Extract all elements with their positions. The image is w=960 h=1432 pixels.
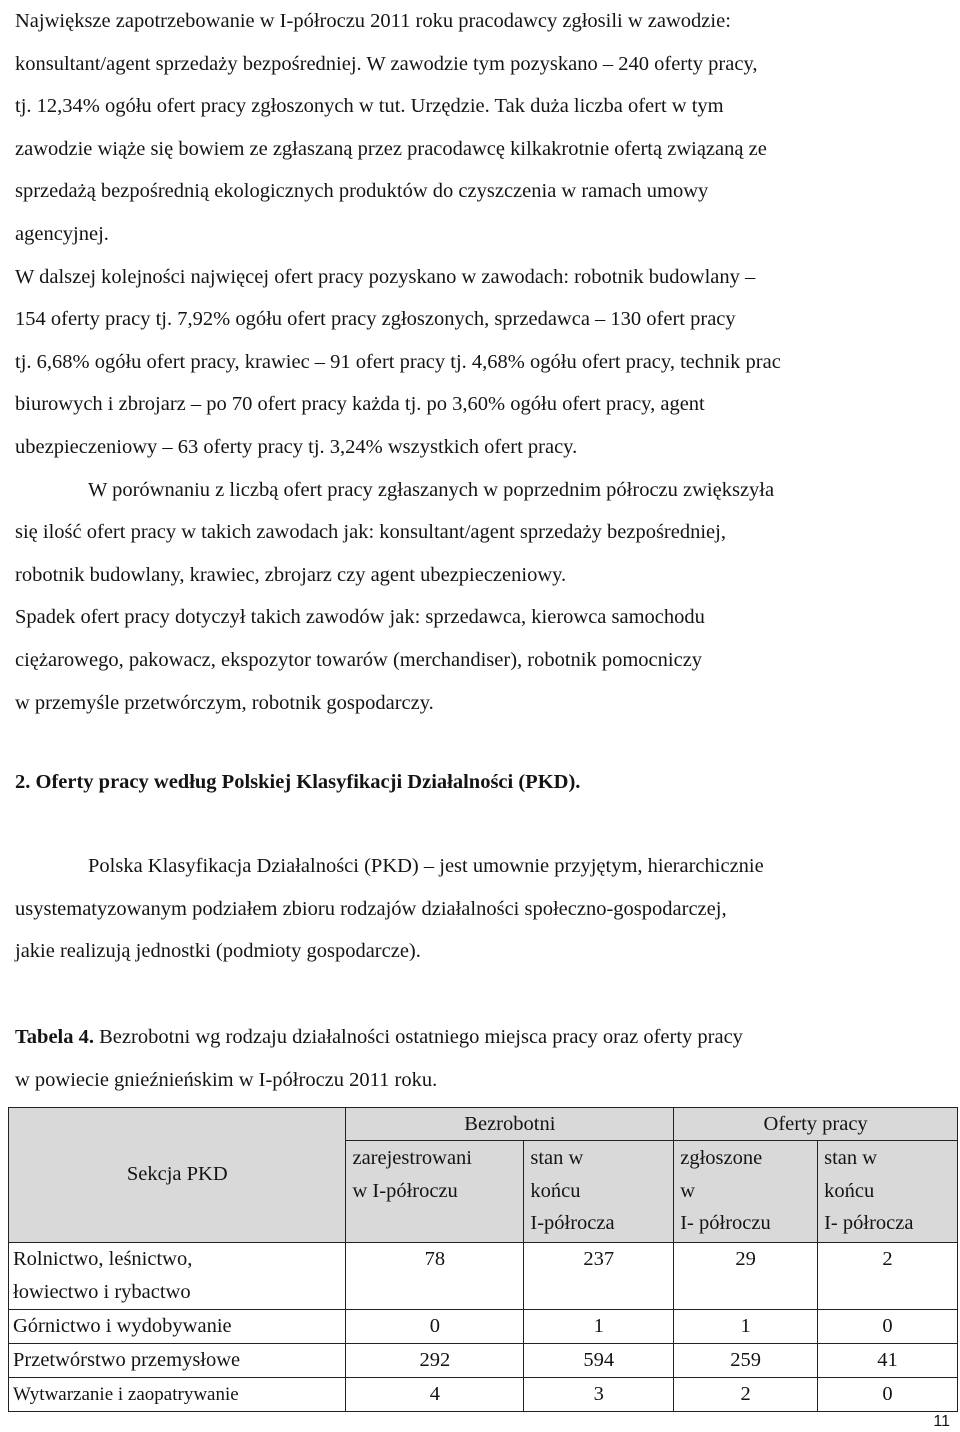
- text-line: Spadek ofert pracy dotyczył takich zawodów jak: sprzedawca, kierowca samochodu: [15, 606, 705, 629]
- paragraph-pkd-definition: [15, 845, 952, 973]
- header-text: I- półrocza: [824, 1212, 914, 1234]
- header-zarejestrowani: [346, 1141, 524, 1243]
- table-row: [9, 1343, 958, 1377]
- row-label-text: Rolnictwo, leśnictwo,: [13, 1247, 193, 1270]
- header-text: końcu: [824, 1179, 875, 1202]
- header-text: I-półrocza: [530, 1212, 615, 1234]
- paragraph-further-occupations: [15, 256, 952, 469]
- text-line: 154 oferty pracy tj. 7,92% ogółu ofert pracy zgłoszonych, sprzedawca – 130 ofert pracy: [15, 308, 736, 331]
- text-line: biurowych i zbrojarz – po 70 ofert pracy każda tj. po 3,60% ogółu ofert pracy, agent: [15, 393, 705, 416]
- table-caption-text: Bezrobotni wg rodzaju działalności ostatniego miejsca pracy oraz oferty pracy: [94, 1026, 743, 1048]
- cell-value: 237: [524, 1242, 674, 1309]
- cell-value: 594: [524, 1343, 674, 1377]
- page-number: 11: [933, 1413, 950, 1430]
- cell-value: 292: [346, 1343, 524, 1377]
- cell-value: 41: [818, 1343, 958, 1377]
- paragraph-decline: [15, 596, 952, 724]
- text-line: ciężarowego, pakowacz, ekspozytor towarów (merchandiser), robotnik pomocniczy: [15, 648, 703, 671]
- cell-value: 259: [674, 1343, 818, 1377]
- table-caption-label: Tabela 4.: [15, 1026, 94, 1048]
- cell-value: 1: [524, 1309, 674, 1343]
- cell-value: 3: [524, 1377, 674, 1411]
- document-body: [15, 0, 952, 724]
- cell-value: 0: [818, 1309, 958, 1343]
- cell-value: 1: [674, 1309, 818, 1343]
- text-line: się ilość ofert pracy w takich zawodach jak: konsultant/agent sprzedaży bezpośredniej,: [15, 521, 726, 544]
- text-line: jakie realizują jednostki (podmioty gospodarcze).: [15, 940, 421, 963]
- cell-value: 4: [346, 1377, 524, 1411]
- text-line: W dalszej kolejności najwięcej ofert pracy pozyskano w zawodach: robotnik budowlany –: [15, 265, 756, 288]
- text-line: zawodzie wiąże się bowiem ze zgłaszaną przez pracodawcę kilkakrotnie ofertą związaną ze: [15, 137, 767, 160]
- paragraph-comparison: [15, 469, 952, 597]
- cell-value: 0: [818, 1377, 958, 1411]
- table-row: [9, 1309, 958, 1343]
- header-group-bezrobotni: Bezrobotni: [346, 1108, 674, 1141]
- row-label-text: łowiectwo i rybactwo: [13, 1280, 191, 1303]
- header-text: I- półroczu: [680, 1212, 771, 1234]
- header-text: w: [680, 1179, 696, 1202]
- pkd-table: [8, 1107, 958, 1412]
- text-line: tj. 6,68% ogółu ofert pracy, krawiec – 91 ofert pracy tj. 4,68% ogółu ofert pracy, technik prac: [15, 350, 781, 373]
- header-text: zgłoszone: [680, 1147, 763, 1169]
- text-line: agencyjnej.: [15, 222, 109, 245]
- cell-value: 2: [674, 1377, 818, 1411]
- cell-value: 29: [674, 1242, 818, 1309]
- cell-value: 0: [346, 1309, 524, 1343]
- header-sekcja-pkd: Sekcja PKD: [9, 1108, 346, 1243]
- text-line: w przemyśle przetwórczym, robotnik gospodarczy.: [15, 691, 434, 714]
- header-zgloszone: [674, 1141, 818, 1243]
- section-heading: 2. Oferty pracy według Polskiej Klasyfikacji Działalności (PKD).: [15, 771, 581, 793]
- table-caption-text: w powiecie gnieźnieńskim w I-półroczu 2011 roku.: [15, 1068, 438, 1091]
- header-text: stan w: [530, 1147, 584, 1169]
- row-label: Przetwórstwo przemysłowe: [9, 1343, 346, 1377]
- text-line: tj. 12,34% ogółu ofert pracy zgłoszonych w tut. Urzędzie. Tak duża liczba ofert w tym: [15, 95, 724, 118]
- text-line: ubezpieczeniowy – 63 oferty pracy tj. 3,24% wszystkich ofert pracy.: [15, 435, 578, 458]
- cell-value: 2: [818, 1242, 958, 1309]
- header-stan-bezrobotni: [524, 1141, 674, 1243]
- row-label: Górnictwo i wydobywanie: [9, 1309, 346, 1343]
- header-group-oferty: Oferty pracy: [674, 1108, 958, 1141]
- text-line: usystematyzowanym podziałem zbioru rodzajów działalności społeczno-gospodarczej,: [15, 897, 727, 920]
- header-text: stan w: [824, 1147, 878, 1169]
- text-line: Polska Klasyfikacja Działalności (PKD) – jest umownie przyjętym, hierarchicznie: [88, 855, 764, 877]
- table-row: [9, 1377, 958, 1411]
- row-label: Wytwarzanie i zaopatrywanie: [9, 1377, 346, 1411]
- header-text: zarejestrowani: [352, 1147, 473, 1169]
- header-stan-oferty: [818, 1141, 958, 1243]
- table-row: [9, 1242, 958, 1309]
- table-caption: [15, 1016, 952, 1101]
- text-line: robotnik budowlany, krawiec, zbrojarz czy agent ubezpieczeniowy.: [15, 563, 567, 586]
- paragraph-top-demand: [15, 0, 952, 256]
- text-line: W porównaniu z liczbą ofert pracy zgłaszanych w poprzednim półroczu zwiększyła: [88, 478, 775, 501]
- text-line: konsultant/agent sprzedaży bezpośredniej. W zawodzie tym pozyskano – 240 oferty pracy,: [15, 52, 758, 75]
- row-label: [9, 1242, 346, 1309]
- text-line: sprzedażą bezpośrednią ekologicznych produktów do czyszczenia w ramach umowy: [15, 180, 709, 203]
- table-header-row: [9, 1108, 958, 1141]
- header-text: końcu: [530, 1179, 581, 1202]
- text-line: Największe zapotrzebowanie w I-półroczu 2011 roku pracodawcy zgłosili w zawodzie:: [15, 10, 731, 32]
- header-text: w I-półroczu: [352, 1179, 458, 1202]
- cell-value: 78: [346, 1242, 524, 1309]
